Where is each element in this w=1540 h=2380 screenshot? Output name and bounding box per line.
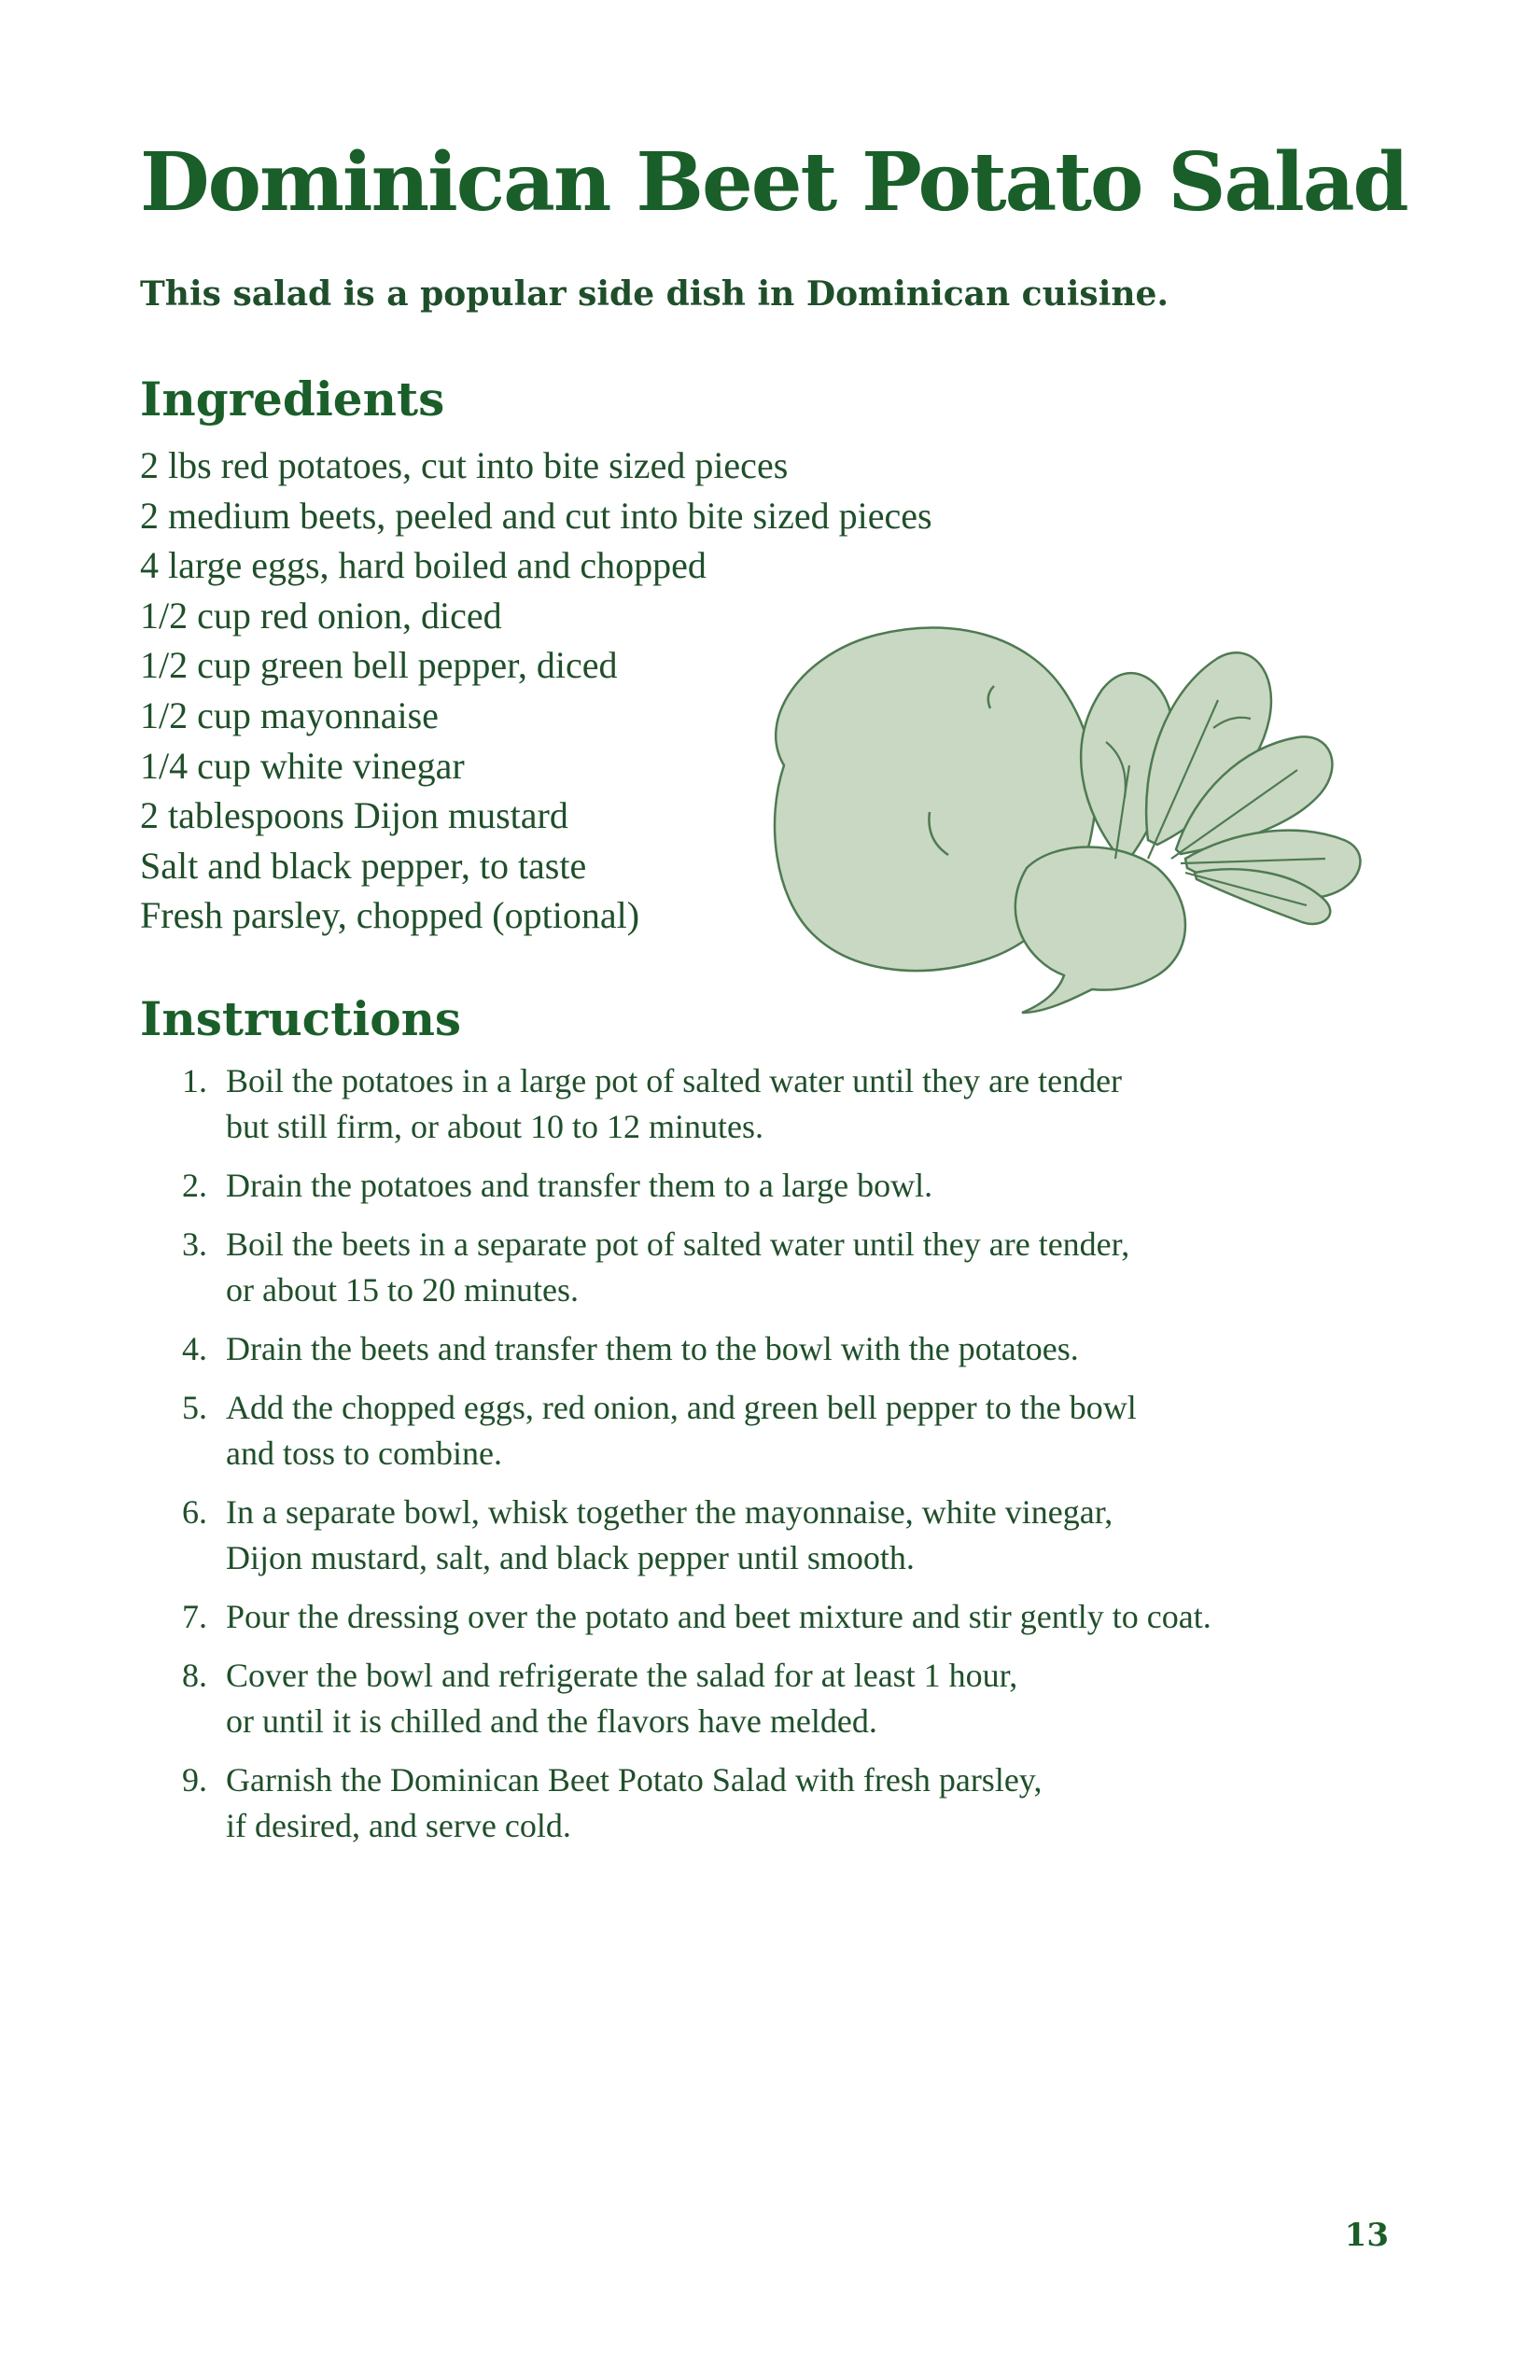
- step-text: [207, 1653, 1017, 1744]
- step-number: 4.: [182, 1330, 207, 1367]
- page-title: Dominican Beet Potato Salad: [140, 135, 1407, 230]
- step-number: 6.: [182, 1493, 207, 1531]
- step-line: Cover the bowl and refrigerate the salad for at least 1 hour,: [226, 1657, 1018, 1694]
- step-text: [207, 1757, 1042, 1849]
- step-line: Boil the potatoes in a large pot of salted water until they are tender: [226, 1062, 1123, 1099]
- step-number: 7.: [182, 1598, 207, 1635]
- step-line: Dijon mustard, salt, and black pepper until smooth.: [226, 1539, 915, 1576]
- ingredient-item: 4 large eggs, hard boiled and chopped: [140, 544, 707, 587]
- step-number: 3.: [182, 1225, 207, 1263]
- ingredient-item: 1/4 cup white vinegar: [140, 744, 465, 787]
- beet-icon: [1015, 847, 1185, 1014]
- step-line: Boil the beets in a separate pot of salted water until they are tender,: [226, 1225, 1130, 1263]
- list-item: [140, 1058, 1409, 1150]
- list-item: [140, 1757, 1409, 1849]
- list-item: [140, 1385, 1409, 1477]
- ingredient-item: 2 lbs red potatoes, cut into bite sized pieces: [140, 444, 789, 486]
- ingredient-item: 1/2 cup green bell pepper, diced: [140, 644, 618, 687]
- list-item: [140, 1222, 1409, 1313]
- step-text: [207, 1326, 1079, 1372]
- step-line: or about 15 to 20 minutes.: [226, 1271, 579, 1309]
- ingredients-heading: Ingredients: [140, 371, 445, 427]
- list-item: [140, 1653, 1409, 1744]
- step-text: [207, 1163, 932, 1209]
- step-line: Add the chopped eggs, red onion, and green bell pepper to the bowl: [226, 1389, 1137, 1426]
- step-text: [207, 1385, 1137, 1477]
- step-line: Drain the beets and transfer them to the bowl with the potatoes.: [226, 1330, 1079, 1367]
- list-item: [140, 1594, 1409, 1640]
- ingredient-item: 1/2 cup red onion, diced: [140, 594, 502, 637]
- step-line: but still firm, or about 10 to 12 minutes.: [226, 1108, 763, 1145]
- step-text: [207, 1222, 1129, 1313]
- list-item: [140, 1163, 1409, 1209]
- step-line: and toss to combine.: [226, 1435, 502, 1472]
- step-line: Drain the potatoes and transfer them to a large bowl.: [226, 1167, 933, 1204]
- step-line: if desired, and serve cold.: [226, 1807, 571, 1844]
- ingredient-item: Salt and black pepper, to taste: [140, 844, 587, 887]
- instructions-heading: Instructions: [140, 991, 462, 1046]
- ingredient-item: Fresh parsley, chopped (optional): [140, 894, 640, 937]
- step-line: or until it is chilled and the flavors have melded.: [226, 1702, 877, 1740]
- step-number: 8.: [182, 1657, 207, 1694]
- ingredient-item: 2 tablespoons Dijon mustard: [140, 794, 568, 837]
- step-number: 9.: [182, 1761, 207, 1799]
- ingredient-item: 1/2 cup mayonnaise: [140, 693, 439, 736]
- step-line: Garnish the Dominican Beet Potato Salad with fresh parsley,: [226, 1761, 1043, 1799]
- step-text: [207, 1058, 1122, 1150]
- step-number: 2.: [182, 1167, 207, 1204]
- recipe-description: This salad is a popular side dish in Dominican cuisine.: [140, 274, 1169, 314]
- step-text: [207, 1594, 1211, 1640]
- step-line: Pour the dressing over the potato and beet mixture and stir gently to coat.: [226, 1598, 1211, 1635]
- page-number: 13: [1344, 2217, 1389, 2254]
- potato-beet-illustration-icon: [747, 579, 1400, 1027]
- ingredient-item: 2 medium beets, peeled and cut into bite sized pieces: [140, 494, 932, 537]
- step-number: 5.: [182, 1389, 207, 1426]
- step-text: [207, 1490, 1113, 1581]
- instructions-list: [140, 1058, 1409, 1862]
- list-item: [140, 1326, 1409, 1372]
- step-line: In a separate bowl, whisk together the mayonnaise, white vinegar,: [226, 1493, 1113, 1531]
- list-item: [140, 1490, 1409, 1581]
- step-number: 1.: [182, 1062, 207, 1099]
